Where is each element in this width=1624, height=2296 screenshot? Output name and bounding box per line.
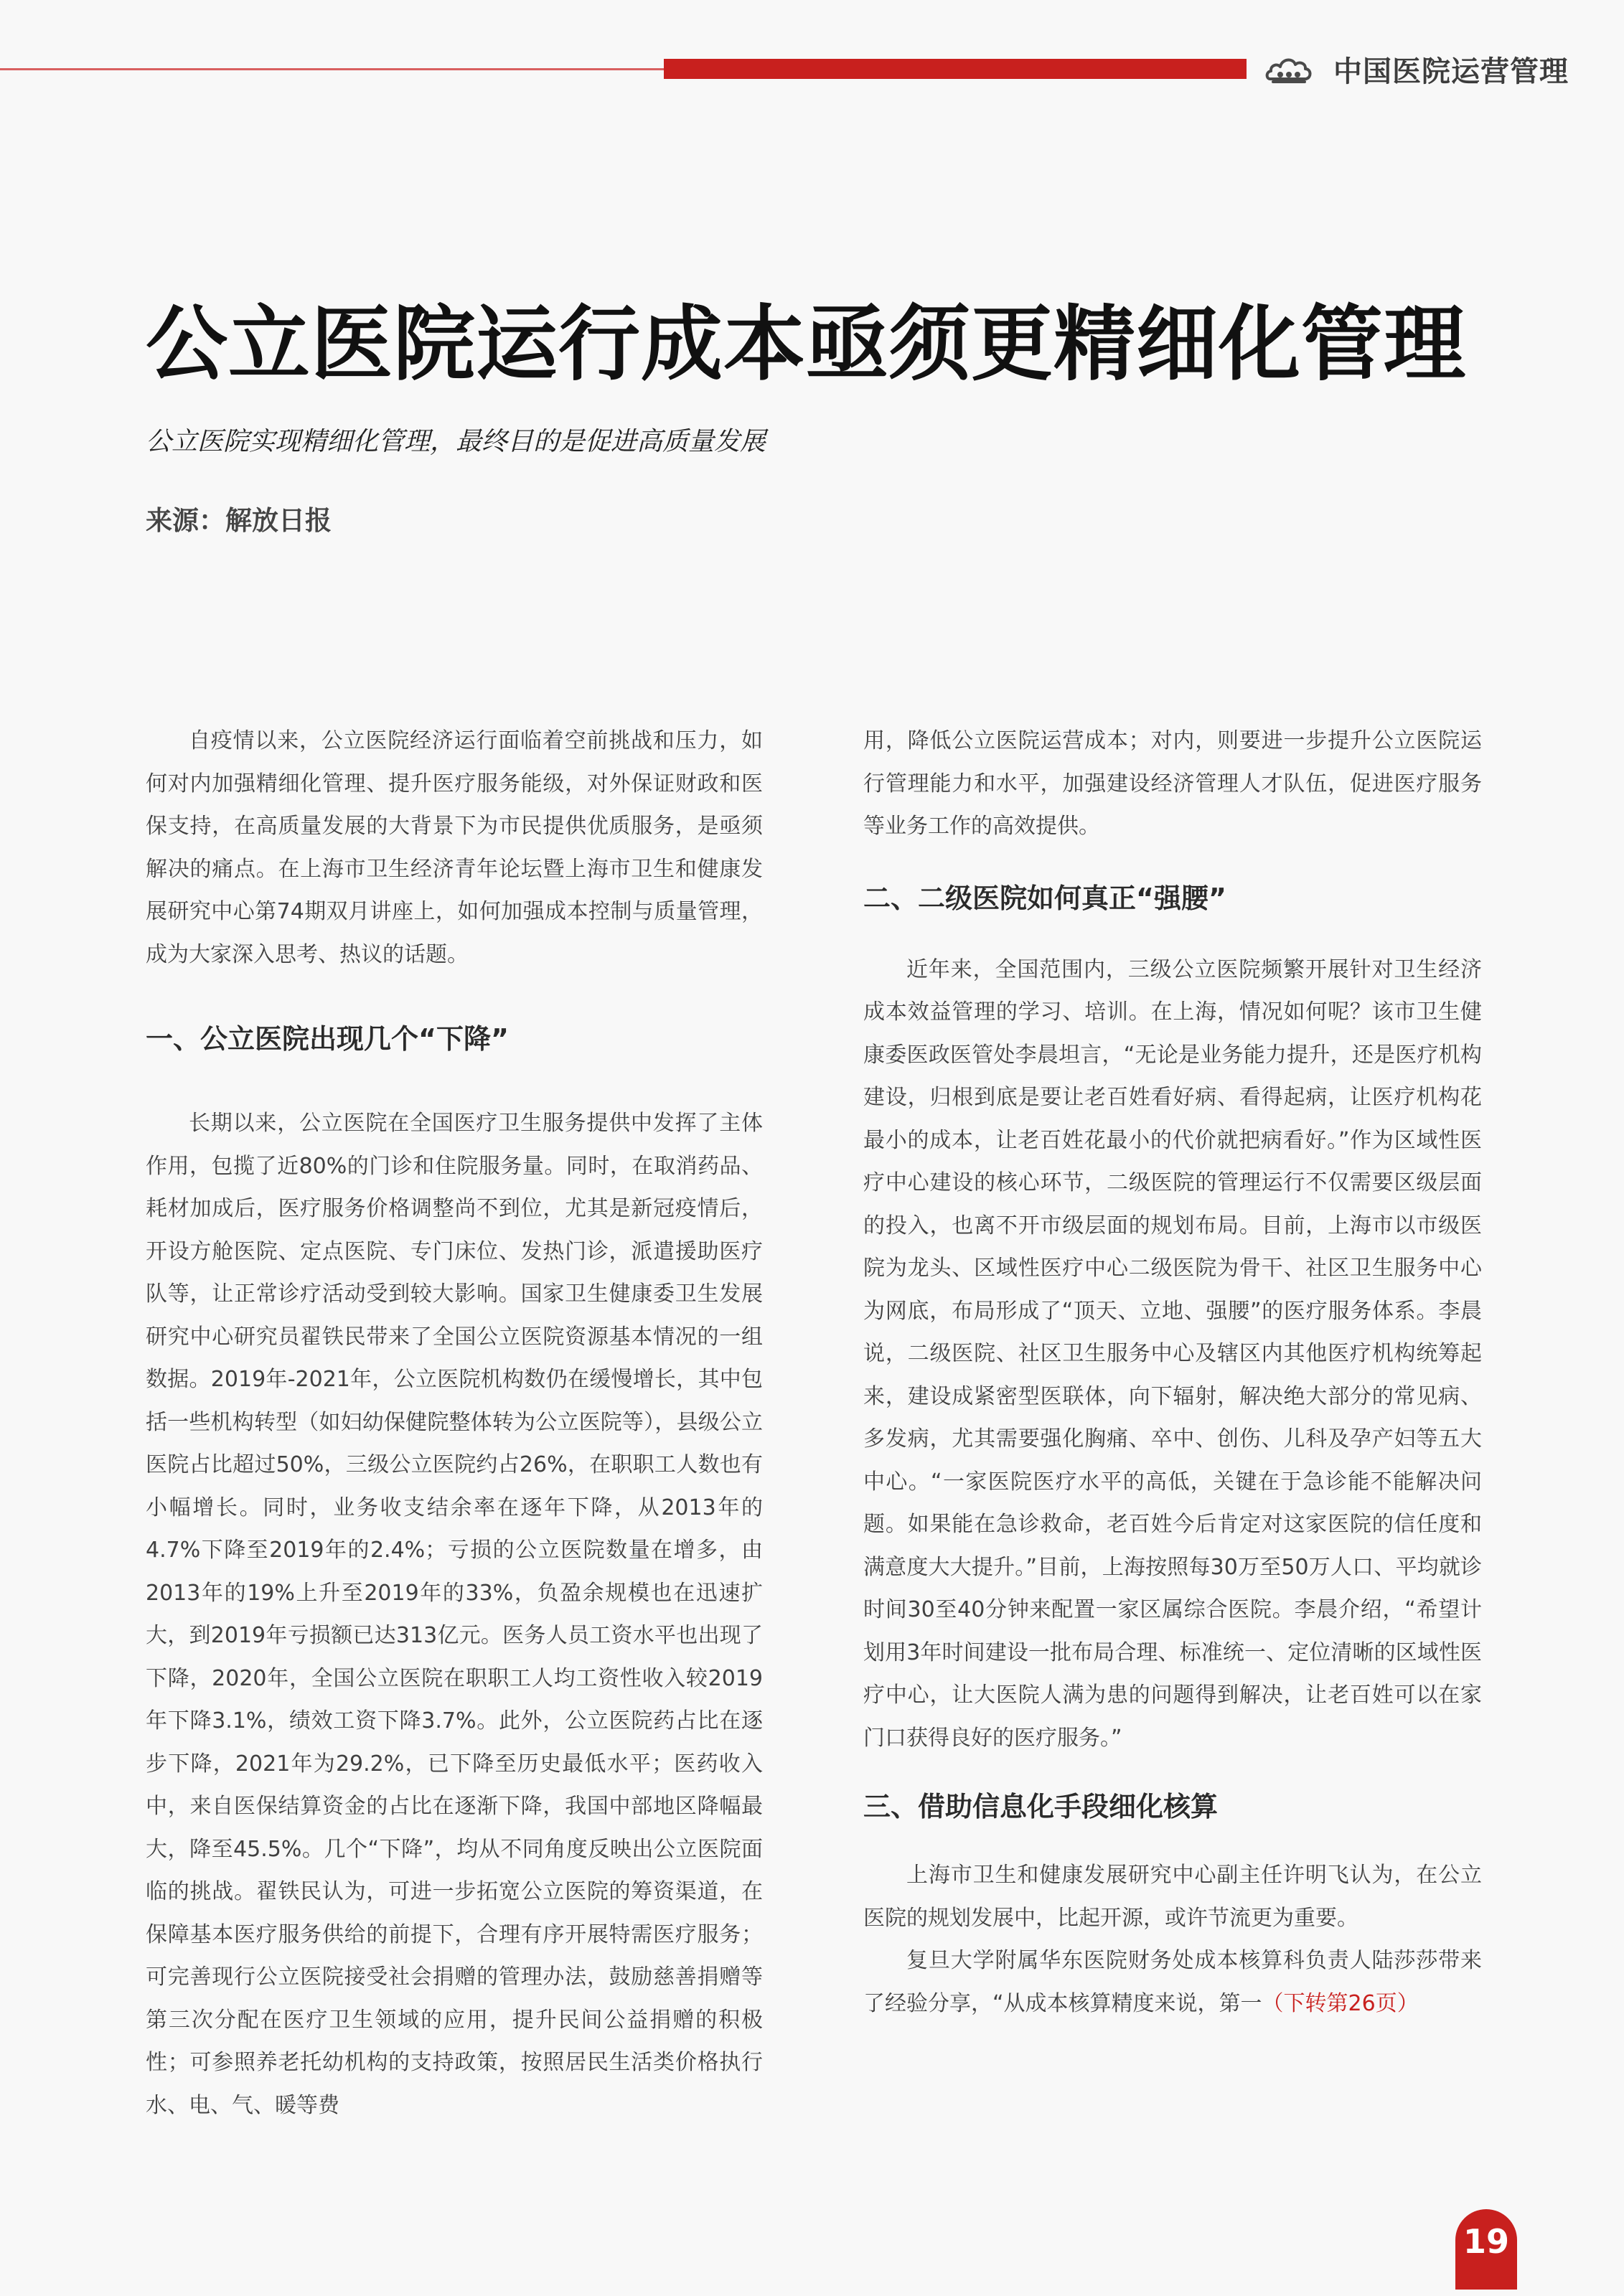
cloud-logo-icon bbox=[1264, 53, 1313, 85]
page-number-badge bbox=[1455, 2209, 1517, 2290]
article-title: 公立医院运行成本亟须更精细化管理 bbox=[146, 296, 1467, 392]
article-source: 来源：解放日报 bbox=[146, 505, 332, 536]
intro-paragraph: 自疫情以来，公立医院经济运行面临着空前挑战和压力，如何对内加强精细化管理、提升医疗服务能级，对外保证财政和医保支持，在高质量发展的大背景下为市民提供优质服务，是亟须解决的痛点。在上海市卫生经济青年论坛暨上海市卫生和健康发展研究中心第74期双月讲座上，如何加强成本控制与质量管理，成为大家深入思考、热议的话题。 bbox=[146, 728, 763, 967]
section-3-paragraph-2 bbox=[863, 1939, 1482, 2025]
left-column bbox=[146, 720, 763, 2127]
right-column bbox=[863, 720, 1482, 2025]
brand-name: 中国医院运营管理 bbox=[1333, 55, 1569, 88]
section-3-paragraph-2-text: 复旦大学附属华东医院财务处成本核算科负责人陆莎莎带来了经验分享，“从成本核算精度来说，第一 bbox=[863, 1948, 1482, 2016]
continued-on-note[interactable]: （下转第26页） bbox=[1262, 1990, 1419, 2016]
page-number: 19 bbox=[1463, 2222, 1509, 2261]
section-3-paragraph-1: 上海市卫生和健康发展研究中心副主任许明飞认为，在公立医院的规划发展中，比起开源，或许节流更为重要。 bbox=[863, 1863, 1482, 1931]
section-1-heading: 一、公立医院出现几个“下降” bbox=[146, 1023, 509, 1055]
continuation-paragraph: 用，降低公立医院运营成本；对内，则要进一步提升公立医院运行管理能力和水平，加强建设经济管理人才队伍，促进医疗服务等业务工作的高效提供。 bbox=[863, 728, 1482, 839]
section-2-paragraph: 近年来，全国范围内，三级公立医院频繁开展针对卫生经济成本效益管理的学习、培训。在上海，情况如何呢？该市卫生健康委医政医管处李晨坦言，“无论是业务能力提升，还是医疗机构建设，归根到底是要让老百姓看好病、看得起病，让医疗机构花最小的成本，让老百姓花最小的代价就把病看好。”作为区域性医疗中心建设的核心环节，二级医院的管理运行不仅需要区级层面的投入，也离不开市级层面的规划布局。目前，上海市以市级医院为龙头、区域性医疗中心二级医院为骨干、社区卫生服务中心为网底，布局形成了“顶天、立地、强腰”的医疗服务体系。李晨说，二级医院、社区卫生服务中心及辖区内其他医疗机构统筹起来，建设成紧密型医联体，向下辐射，解决绝大部分的常见病、多发病，尤其需要强化胸痛、卒中、创伤、儿科及孕产妇等五大中心。“一家医院医疗水平的高低，关键在于急诊能不能解决问题。如果能在急诊救命，老百姓今后肯定对这家医院的信任度和满意度大大提升。”目前，上海按照每30万至50万人口、平均就诊时间30至40分钟来配置一家区属综合医院。李晨介绍，“希望计划用3年时间建设一批布局合理、标准统一、定位清晰的区域性医疗中心，让大医院人满为患的问题得到解决，让老百姓可以在家门口获得良好的医疗服务。” bbox=[863, 956, 1482, 1751]
section-1-paragraph: 长期以来，公立医院在全国医疗卫生服务提供中发挥了主体作用，包揽了近80%的门诊和住院服务量。同时，在取消药品、耗材加成后，医疗服务价格调整尚不到位，尤其是新冠疫情后，开设方舱医院、定点医院、专门床位、发热门诊，派遣援助医疗队等，让正常诊疗活动受到较大影响。国家卫生健康委卫生发展研究中心研究员翟铁民带来了全国公立医院资源基本情况的一组数据。2019年-2021年，公立医院机构数仍在缓慢增长，其中包括一些机构转型（如妇幼保健院整体转为公立医院等），县级公立医院占比超过50%，三级公立医院约占26%，在职职工人数也有小幅增长。同时，业务收支结余率在逐年下降，从2013年的4.7%下降至2019年的2.4%；亏损的公立医院数量在增多，由2013年的19%上升至2019年的33%，负盈余规模也在迅速扩大，到2019年亏损额已达313亿元。医务人员工资水平也出现了下降，2020年，全国公立医院在职职工人均工资性收入较2019年下降3.1%，绩效工资下降3.7%。此外，公立医院药占比在逐步下降，2021年为29.2%，已下降至历史最低水平；医药收入中，来自医保结算资金的占比在逐渐下降，我国中部地区降幅最大，降至45.5%。几个“下降”，均从不同角度反映出公立医院面临的挑战。翟铁民认为，可进一步拓宽公立医院的筹资渠道，在保障基本医疗服务供给的前提下，合理有序开展特需医疗服务；可完善现行公立医院接受社会捐赠的管理办法，鼓励慈善捐赠等第三次分配在医疗卫生领域的应用，提升民间公益捐赠的积极性；可参照养老托幼机构的支持政策，按照居民生活类价格执行水、电、气、暖等费 bbox=[146, 1111, 763, 2118]
section-3-heading: 三、借助信息化手段细化核算 bbox=[863, 1791, 1219, 1822]
article-subtitle: 公立医院实现精细化管理，最终目的是促进高质量发展 bbox=[146, 427, 766, 456]
section-2-heading: 二、二级医院如何真正“强腰” bbox=[863, 882, 1226, 914]
header-rule-thick bbox=[664, 59, 1247, 79]
header-rule-thin bbox=[0, 68, 667, 70]
masthead bbox=[1264, 47, 1569, 90]
